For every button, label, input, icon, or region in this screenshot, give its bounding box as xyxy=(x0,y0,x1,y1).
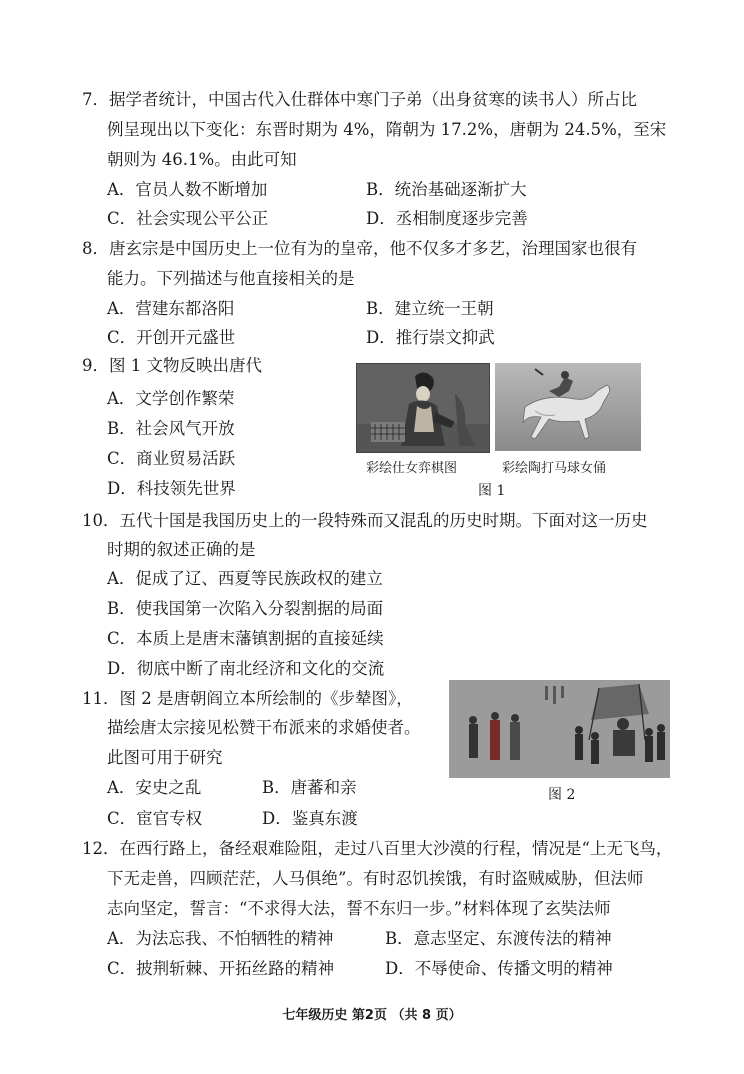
q11-stem-line1: 11．图 2 是唐朝阎立本所绘制的《步辇图》， xyxy=(82,689,413,708)
q7-stem-line2: 例呈现出以下变化：东晋时期为 4%，隋朝为 17.2%，唐朝为 24.5%，至宋 xyxy=(107,120,667,139)
q8-option-c: C．开创开元盛世 xyxy=(107,328,236,347)
q12-stem-line3: 志向坚定，誓言：“不求得大法，誓不东归一步。”材料体现了玄奘法师 xyxy=(107,899,611,918)
q11-stem-line2: 描绘唐太宗接见松赞干布派来的求婚使者。 xyxy=(107,718,421,737)
q12-option-a: A．为法忘我、不怕牺牲的精神 xyxy=(107,929,334,948)
q12-stem-line2: 下无走兽，四顾茫茫，人马俱绝”。有时忍饥挨饿，有时盗贼威胁，但法师 xyxy=(107,869,644,888)
q10-option-a: A．促成了辽、西夏等民族政权的建立 xyxy=(107,569,383,588)
q9-option-b: B．社会风气开放 xyxy=(107,419,235,438)
q10-stem-line2: 时期的叙述正确的是 xyxy=(107,540,256,559)
q12-option-b: B．意志坚定、东渡传法的精神 xyxy=(385,929,612,948)
q9-option-d: D．科技领先世界 xyxy=(107,479,236,498)
q8-option-b: B．建立统一王朝 xyxy=(366,299,494,318)
q8-option-d: D．推行崇文抑武 xyxy=(366,328,495,347)
q7-option-a: A．官员人数不断增加 xyxy=(107,180,268,199)
q11-option-b: B．唐蕃和亲 xyxy=(262,778,357,797)
q11-option-d: D．鉴真东渡 xyxy=(262,809,358,828)
q9-stem: 9．图 1 文物反映出唐代 xyxy=(82,356,262,375)
q10-stem-line1: 10．五代十国是我国历史上的一段特殊而又混乱的历史时期。下面对这一历史 xyxy=(82,511,648,530)
figure1-polo-figurine-art xyxy=(495,363,641,451)
q7-option-c: C．社会实现公平公正 xyxy=(107,209,269,228)
q7-stem-line1: 7．据学者统计，中国古代入仕群体中寒门子弟（出身贫寒的读书人）所占比 xyxy=(82,90,637,109)
figure2-buniantu-painting xyxy=(449,680,670,778)
figure1-label: 图 1 xyxy=(478,483,506,499)
figure1-polo-figurine xyxy=(495,363,641,451)
q9-option-c: C．商业贸易活跃 xyxy=(107,449,236,468)
q7-option-b: B．统治基础逐渐扩大 xyxy=(366,180,527,199)
q10-option-c: C．本质上是唐末藩镇割据的直接延续 xyxy=(107,629,384,648)
q7-option-d: D．丞相制度逐步完善 xyxy=(366,209,528,228)
q10-option-d: D．彻底中断了南北经济和文化的交流 xyxy=(107,659,385,678)
q8-stem-line2: 能力。下列描述与他直接相关的是 xyxy=(107,269,355,288)
figure2-label: 图 2 xyxy=(548,787,576,803)
q7-stem-line3: 朝则为 46.1%。由此可知 xyxy=(107,150,297,169)
q12-option-d: D．不辱使命、传播文明的精神 xyxy=(385,959,613,978)
figure1-caption-left: 彩绘仕女弈棋图 xyxy=(366,461,458,476)
q8-stem-line1: 8．唐玄宗是中国历史上一位有为的皇帝，他不仅多才多艺，治理国家也很有 xyxy=(82,239,637,258)
q10-option-b: B．使我国第一次陷入分裂割据的局面 xyxy=(107,599,384,618)
q12-option-c: C．披荆斩棘、开拓丝路的精神 xyxy=(107,959,335,978)
q11-option-c: C．宦官专权 xyxy=(107,809,203,828)
figure1-caption-right: 彩绘陶打马球女俑 xyxy=(502,461,607,476)
q9-option-a: A．文学创作繁荣 xyxy=(107,389,235,408)
figure2-buniantu-art xyxy=(449,680,670,778)
q11-option-a: A．安史之乱 xyxy=(107,778,202,797)
q11-stem-line3: 此图可用于研究 xyxy=(107,748,223,767)
figure1-painting-weiqi-art xyxy=(357,364,489,452)
figure1-painting-weiqi xyxy=(356,363,490,453)
q12-stem-line1: 12．在西行路上，备经艰难险阻，走过八百里大沙漠的行程，情况是“上无飞鸟， xyxy=(82,839,673,858)
page-footer: 七年级历史 第2页 （共 8 页） xyxy=(282,1008,462,1023)
q8-option-a: A．营建东都洛阳 xyxy=(107,299,235,318)
